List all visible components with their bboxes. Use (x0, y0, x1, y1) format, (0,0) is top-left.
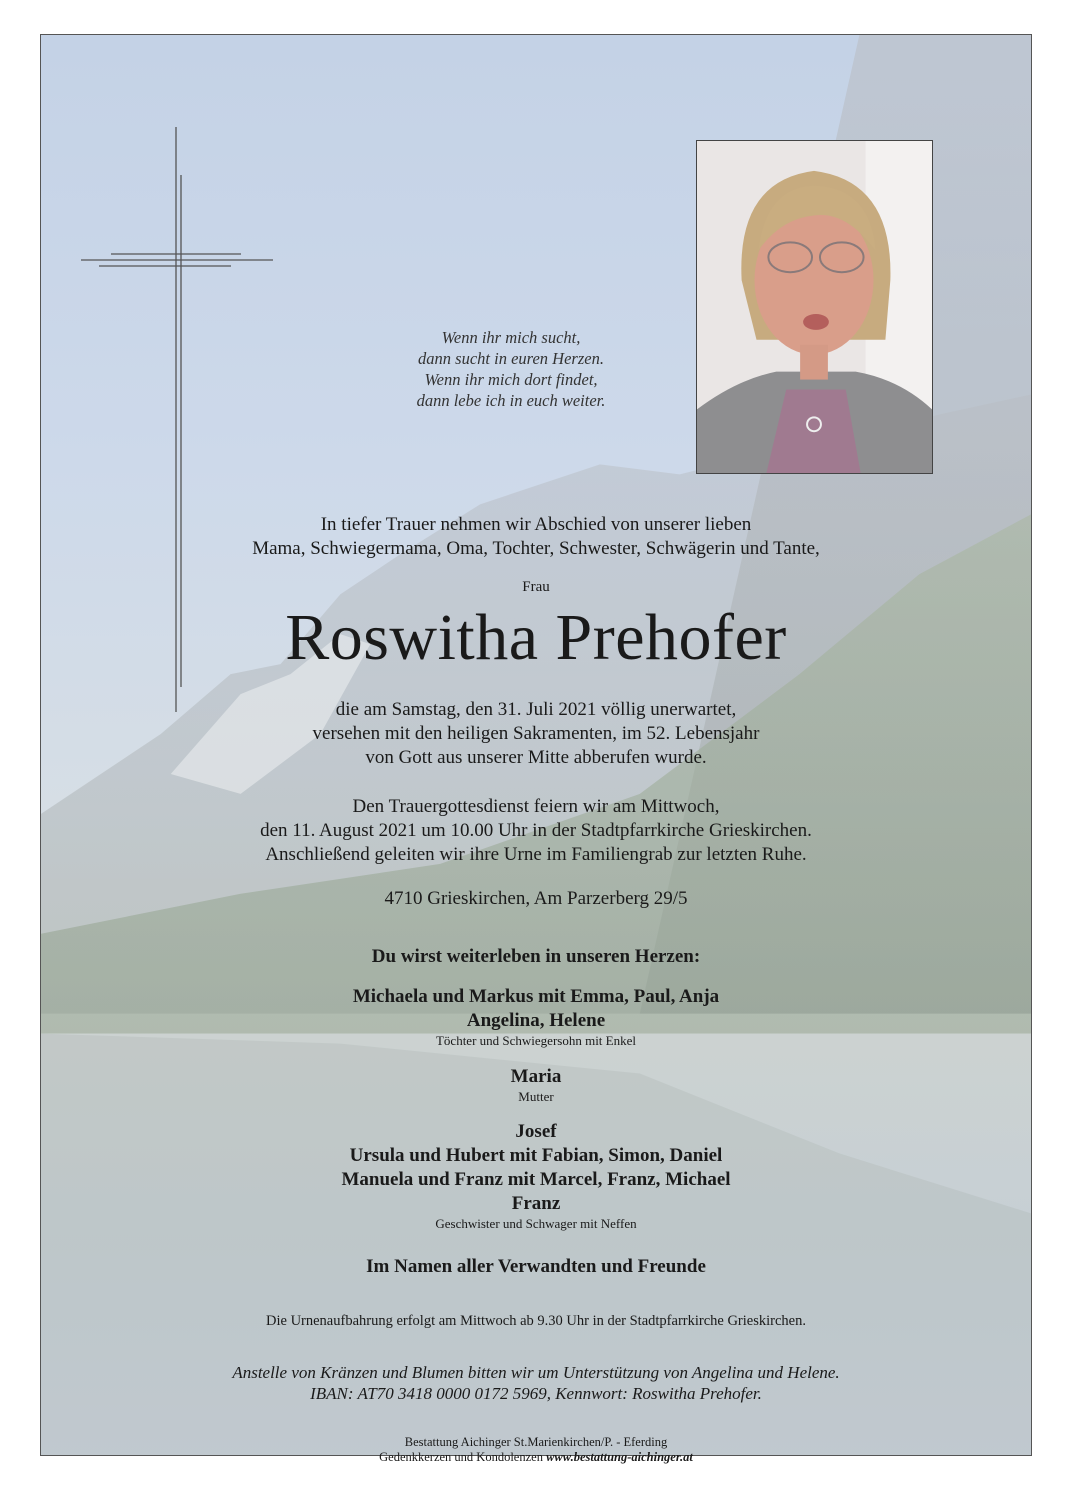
condolence-line (41, 1450, 1031, 1465)
death-notice (41, 698, 1031, 770)
poem-line: Wenn ihr mich dort findet, (424, 370, 598, 389)
deceased-name: Roswitha Prehofer (285, 601, 787, 674)
poem-line: dann lebe ich in euch weiter. (416, 391, 606, 410)
mourner-group (41, 985, 1031, 1049)
intro-line: In tiefer Trauer nehmen wir Abschied von unserer lieben (320, 514, 752, 535)
mourner-names: Franz (511, 1193, 561, 1214)
poem-line: dann sucht in euren Herzen. (418, 349, 604, 368)
mourner-group (41, 1065, 1031, 1105)
death-notice-line: von Gott aus unserer Mitte abberufen wurde. (365, 747, 707, 768)
footer (41, 1435, 1031, 1465)
service-line: Den Trauergottesdienst feiern wir am Mittwoch, (352, 796, 720, 817)
closing-line: Im Namen aller Verwandten und Freunde (366, 1256, 706, 1277)
heart-line: Du wirst weiterleben in unseren Herzen: (371, 946, 701, 967)
mourner-names: Michaela und Markus mit Emma, Paul, Anja (352, 986, 720, 1007)
intro-text (41, 513, 1031, 561)
mourner-names: Maria (510, 1066, 562, 1087)
service-info (41, 795, 1031, 867)
mourner-group (41, 1120, 1031, 1232)
urn-viewing-notice: Die Urnenaufbahrung erfolgt am Mittwoch ab 9.30 Uhr in der Stadtpfarrkirche Grieskirchen. (266, 1313, 806, 1329)
funeral-home: Bestattung Aichinger St.Marienkirchen/P. - Eferding (404, 1435, 668, 1449)
intro-line: Mama, Schwiegermama, Oma, Tochter, Schwester, Schwägerin und Tante, (252, 538, 820, 559)
mourner-names: Manuela und Franz mit Marcel, Franz, Michael (341, 1169, 731, 1190)
service-line: den 11. August 2021 um 10.00 Uhr in der Stadtpfarrkirche Grieskirchen. (260, 820, 812, 841)
service-line: Anschließend geleiten wir ihre Urne im Familiengrab zur letzten Ruhe. (265, 844, 807, 865)
poem-line: Wenn ihr mich sucht, (441, 328, 581, 347)
website-link[interactable]: www.bestattung-aichinger.at (546, 1450, 693, 1464)
mourner-names: Angelina, Helene (466, 1010, 606, 1031)
poem (301, 327, 721, 411)
obituary-card (40, 34, 1032, 1464)
death-notice-line: die am Samstag, den 31. Juli 2021 völlig unerwartet, (335, 699, 737, 720)
mourner-names: Ursula und Hubert mit Fabian, Simon, Daniel (349, 1145, 723, 1166)
mourner-relation: Töchter und Schwiegersohn mit Enkel (435, 1033, 636, 1048)
donation-request (41, 1362, 1031, 1404)
portrait-photo (696, 140, 933, 474)
donation-line: IBAN: AT70 3418 0000 0172 5969, Kennwort: Roswitha Prehofer. (310, 1384, 762, 1403)
condolence-label: Gedenkkerzen und Kondolenzen (379, 1450, 543, 1464)
donation-line: Anstelle von Kränzen und Blumen bitten wir um Unterstützung von Angelina und Helene. (232, 1363, 840, 1382)
mourner-names: Josef (515, 1121, 557, 1142)
address: 4710 Grieskirchen, Am Parzerberg 29/5 (384, 888, 688, 909)
salutation: Frau (522, 579, 550, 595)
death-notice-line: versehen mit den heiligen Sakramenten, im 52. Lebensjahr (312, 723, 760, 744)
mourner-relation: Geschwister und Schwager mit Neffen (435, 1216, 637, 1231)
mourner-relation: Mutter (518, 1089, 554, 1104)
